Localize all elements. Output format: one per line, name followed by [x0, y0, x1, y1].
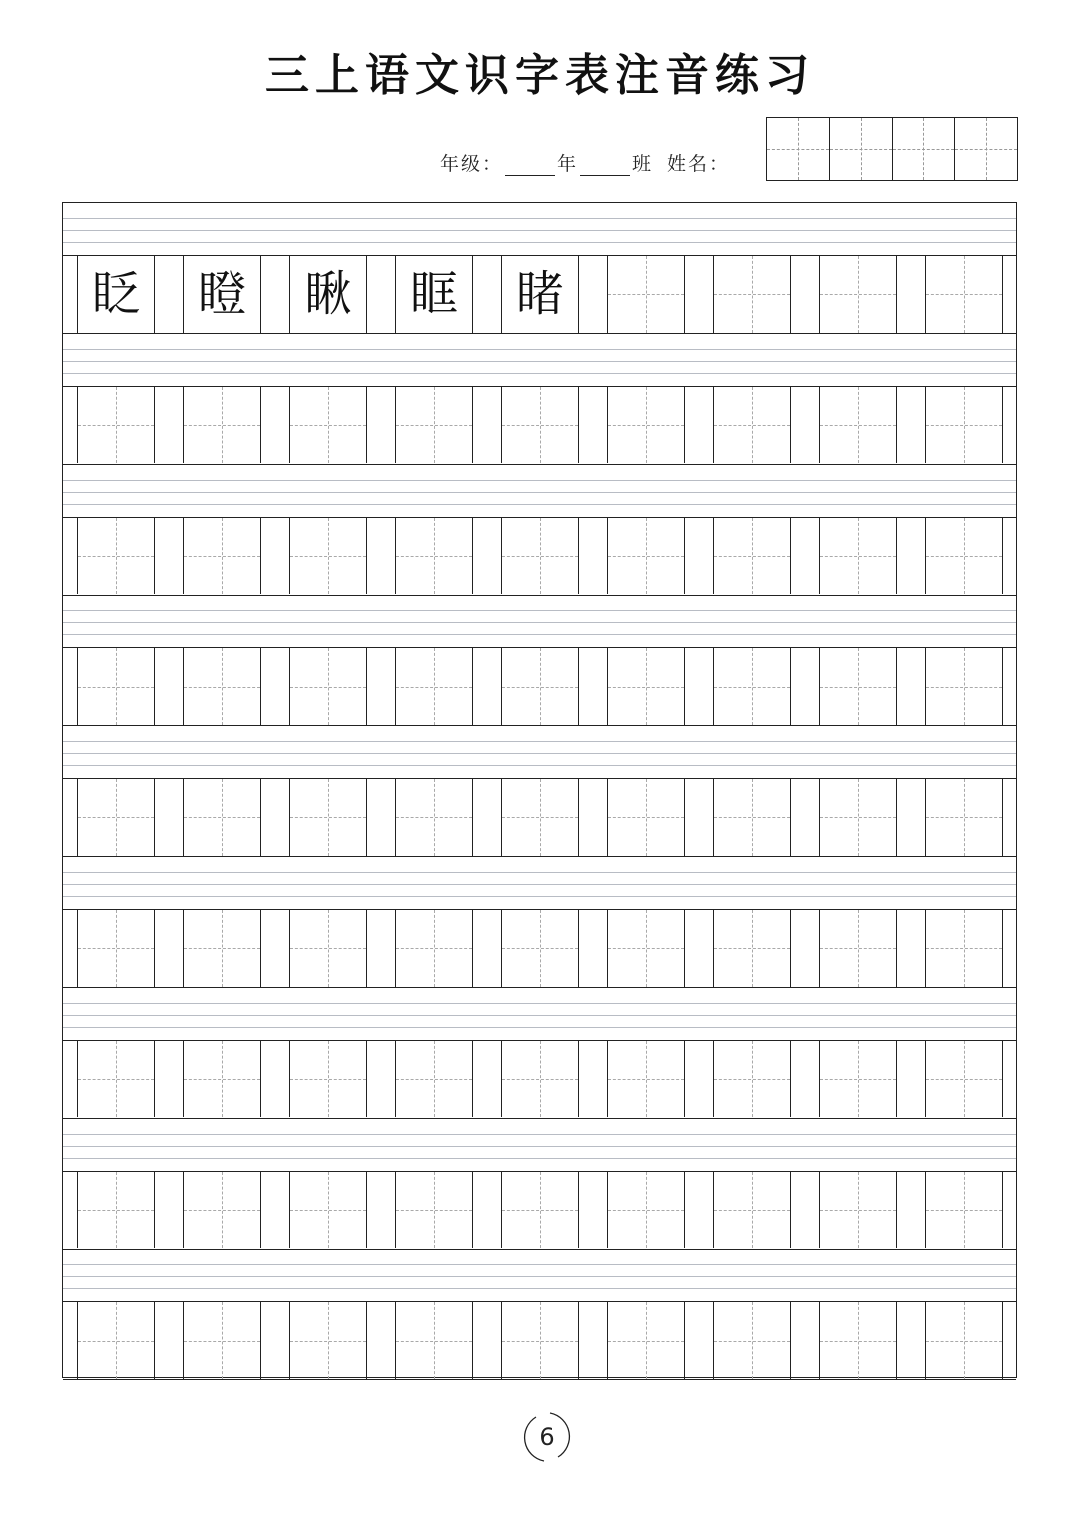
pinyin-lines[interactable] — [63, 465, 1016, 518]
tianzige-cell[interactable] — [77, 1041, 155, 1118]
horizontal-guide-line — [926, 556, 1002, 557]
tianzige-cell[interactable] — [819, 779, 897, 856]
horizontal-guide-line — [714, 1341, 790, 1342]
horizontal-guide-line — [290, 948, 366, 949]
tianzige-cell[interactable] — [289, 648, 367, 725]
horizontal-guide-line — [608, 556, 684, 557]
tianzige-cell[interactable] — [183, 387, 261, 464]
tianzige-cell[interactable] — [289, 779, 367, 856]
pinyin-guide-line — [63, 1288, 1016, 1289]
pinyin-guide-line — [63, 741, 1016, 742]
tianzige-cell[interactable] — [819, 910, 897, 987]
tianzige-cell[interactable] — [77, 256, 155, 333]
tianzige-cell[interactable] — [501, 518, 579, 595]
tianzige-cell[interactable] — [395, 518, 473, 595]
pinyin-guide-line — [63, 1027, 1016, 1028]
horizontal-guide-line — [502, 1079, 578, 1080]
tianzige-cell[interactable] — [607, 1172, 685, 1249]
tianzige-cell[interactable] — [713, 256, 791, 333]
practice-character: 眶 — [396, 256, 472, 333]
horizontal-guide-line — [290, 817, 366, 818]
horizontal-guide-line — [184, 1210, 260, 1211]
horizontal-guide-line — [78, 556, 154, 557]
horizontal-guide-line — [608, 425, 684, 426]
horizontal-guide-line — [396, 1079, 472, 1080]
horizontal-guide-line — [78, 1079, 154, 1080]
tianzige-cell[interactable] — [819, 256, 897, 333]
grade-blank[interactable] — [505, 153, 555, 176]
tianzige-cell[interactable] — [289, 1302, 367, 1379]
horizontal-guide-line — [926, 425, 1002, 426]
name-grid[interactable] — [766, 117, 1018, 181]
pinyin-guide-line — [63, 230, 1016, 231]
tianzige-cell[interactable] — [183, 910, 261, 987]
tianzige-cell[interactable] — [77, 1302, 155, 1379]
tianzige-cell[interactable] — [395, 1172, 473, 1249]
tianzige-cell[interactable] — [925, 779, 1003, 856]
name-cell[interactable] — [893, 118, 956, 180]
character-row — [63, 779, 1016, 857]
tianzige-cell[interactable] — [607, 387, 685, 464]
tianzige-cell[interactable] — [925, 1041, 1003, 1118]
horizontal-guide-line — [714, 1079, 790, 1080]
horizontal-guide-line — [820, 1079, 896, 1080]
tianzige-cell[interactable] — [77, 518, 155, 595]
pinyin-guide-line — [63, 753, 1016, 754]
tianzige-cell[interactable] — [713, 779, 791, 856]
tianzige-cell[interactable] — [501, 910, 579, 987]
tianzige-cell[interactable] — [183, 1172, 261, 1249]
horizontal-guide-line — [502, 556, 578, 557]
practice-sheet — [62, 202, 1017, 1378]
horizontal-guide-line — [396, 425, 472, 426]
horizontal-guide-line — [926, 1210, 1002, 1211]
name-cell[interactable] — [767, 118, 830, 180]
tianzige-cell[interactable] — [77, 1172, 155, 1249]
pinyin-guide-line — [63, 1015, 1016, 1016]
tianzige-cell[interactable] — [77, 779, 155, 856]
pinyin-guide-line — [63, 1276, 1016, 1277]
tianzige-cell[interactable] — [607, 910, 685, 987]
practice-character: 瞅 — [290, 256, 366, 333]
horizontal-guide-line — [714, 556, 790, 557]
pinyin-lines[interactable] — [63, 595, 1016, 648]
pinyin-guide-line — [63, 634, 1016, 635]
tianzige-cell[interactable] — [501, 648, 579, 725]
horizontal-guide-line — [78, 1210, 154, 1211]
pinyin-guide-line — [63, 480, 1016, 481]
tianzige-cell[interactable] — [501, 1302, 579, 1379]
tianzige-cell[interactable] — [713, 1041, 791, 1118]
pinyin-guide-line — [63, 1264, 1016, 1265]
tianzige-cell[interactable] — [925, 256, 1003, 333]
pinyin-lines[interactable] — [63, 857, 1016, 910]
horizontal-guide-line — [184, 1079, 260, 1080]
horizontal-guide-line — [714, 948, 790, 949]
tianzige-cell[interactable] — [395, 910, 473, 987]
tianzige-cell[interactable] — [183, 256, 261, 333]
horizontal-guide-line — [502, 425, 578, 426]
tianzige-cell[interactable] — [501, 779, 579, 856]
character-row — [63, 648, 1016, 726]
pinyin-lines[interactable] — [63, 1249, 1016, 1302]
horizontal-guide-line — [502, 687, 578, 688]
character-row — [63, 910, 1016, 988]
tianzige-cell[interactable] — [395, 1302, 473, 1379]
horizontal-guide-line — [820, 425, 896, 426]
tianzige-cell[interactable] — [713, 910, 791, 987]
pinyin-lines[interactable] — [63, 203, 1016, 256]
page-number-text: 6 — [539, 1423, 555, 1451]
tianzige-cell[interactable] — [501, 1172, 579, 1249]
horizontal-guide-line — [608, 1079, 684, 1080]
tianzige-cell[interactable] — [713, 1172, 791, 1249]
horizontal-guide-line — [396, 1341, 472, 1342]
horizontal-guide-line — [502, 1341, 578, 1342]
tianzige-cell[interactable] — [819, 387, 897, 464]
horizontal-guide-line — [502, 1210, 578, 1211]
pinyin-lines[interactable] — [63, 1119, 1016, 1172]
tianzige-cell[interactable] — [77, 648, 155, 725]
horizontal-guide-line — [78, 425, 154, 426]
horizontal-guide-line — [608, 1210, 684, 1211]
pinyin-guide-line — [63, 504, 1016, 505]
tianzige-cell[interactable] — [607, 1302, 685, 1379]
pinyin-guide-line — [63, 872, 1016, 873]
horizontal-guide-line — [502, 948, 578, 949]
student-info — [440, 146, 730, 176]
horizontal-guide-line — [184, 1341, 260, 1342]
pinyin-lines[interactable] — [63, 334, 1016, 387]
tianzige-cell[interactable] — [819, 1172, 897, 1249]
horizontal-guide-line — [926, 294, 1002, 295]
horizontal-guide-line — [290, 425, 366, 426]
tianzige-cell[interactable] — [713, 1302, 791, 1379]
horizontal-guide-line — [184, 425, 260, 426]
horizontal-guide-line — [290, 556, 366, 557]
horizontal-guide-line — [926, 1079, 1002, 1080]
practice-character: 瞪 — [184, 256, 260, 333]
tianzige-cell[interactable] — [607, 1041, 685, 1118]
pinyin-lines[interactable] — [63, 726, 1016, 779]
tianzige-cell[interactable] — [925, 648, 1003, 725]
tianzige-cell[interactable] — [607, 256, 685, 333]
horizontal-guide-line — [608, 294, 684, 295]
tianzige-cell[interactable] — [925, 518, 1003, 595]
grade-label: 年级： — [440, 153, 504, 175]
horizontal-guide-line — [714, 425, 790, 426]
character-row — [63, 256, 1016, 334]
tianzige-cell[interactable] — [607, 518, 685, 595]
character-row — [63, 1041, 1016, 1119]
horizontal-guide-line — [184, 817, 260, 818]
tianzige-cell[interactable] — [713, 518, 791, 595]
pinyin-guide-line — [63, 610, 1016, 611]
tianzige-cell[interactable] — [607, 779, 685, 856]
horizontal-guide-line — [714, 687, 790, 688]
horizontal-guide-line — [290, 1341, 366, 1342]
pinyin-lines[interactable] — [63, 988, 1016, 1041]
tianzige-cell[interactable] — [607, 648, 685, 725]
name-cell[interactable] — [955, 118, 1017, 180]
character-row — [63, 1302, 1016, 1380]
horizontal-guide-line — [820, 817, 896, 818]
horizontal-guide-line — [926, 1341, 1002, 1342]
horizontal-guide-line — [396, 556, 472, 557]
horizontal-guide-line — [608, 687, 684, 688]
horizontal-guide-line — [184, 687, 260, 688]
tianzige-cell[interactable] — [819, 1302, 897, 1379]
name-cell[interactable] — [830, 118, 893, 180]
horizontal-guide-line — [820, 1210, 896, 1211]
tianzige-cell[interactable] — [289, 256, 367, 333]
tianzige-cell[interactable] — [819, 518, 897, 595]
pinyin-guide-line — [63, 1146, 1016, 1147]
tianzige-cell[interactable] — [289, 518, 367, 595]
pinyin-guide-line — [63, 622, 1016, 623]
practice-character: 睹 — [502, 256, 578, 333]
pinyin-guide-line — [63, 1158, 1016, 1159]
tianzige-cell[interactable] — [289, 1172, 367, 1249]
horizontal-guide-line — [78, 948, 154, 949]
pinyin-guide-line — [63, 361, 1016, 362]
horizontal-guide-line — [396, 687, 472, 688]
pinyin-guide-line — [63, 373, 1016, 374]
pinyin-guide-line — [63, 218, 1016, 219]
horizontal-guide-line — [820, 294, 896, 295]
page-number — [520, 1410, 574, 1464]
tianzige-cell[interactable] — [395, 256, 473, 333]
pinyin-guide-line — [63, 1003, 1016, 1004]
horizontal-guide-line — [184, 948, 260, 949]
tianzige-cell[interactable] — [395, 648, 473, 725]
tianzige-cell[interactable] — [395, 779, 473, 856]
horizontal-guide-line — [926, 817, 1002, 818]
tianzige-cell[interactable] — [77, 910, 155, 987]
horizontal-guide-line — [290, 1210, 366, 1211]
character-row — [63, 387, 1016, 465]
horizontal-guide-line — [78, 1341, 154, 1342]
horizontal-guide-line — [820, 948, 896, 949]
horizontal-guide-line — [608, 817, 684, 818]
horizontal-guide-line — [78, 817, 154, 818]
tianzige-cell[interactable] — [77, 387, 155, 464]
tianzige-cell[interactable] — [925, 910, 1003, 987]
class-label: 班 — [632, 153, 654, 175]
tianzige-cell[interactable] — [395, 387, 473, 464]
tianzige-cell[interactable] — [925, 1172, 1003, 1249]
name-label: 姓名： — [667, 153, 731, 175]
horizontal-guide-line — [820, 556, 896, 557]
horizontal-guide-line — [396, 1210, 472, 1211]
horizontal-guide-line — [820, 687, 896, 688]
pinyin-guide-line — [63, 884, 1016, 885]
horizontal-guide-line — [714, 817, 790, 818]
horizontal-guide-line — [78, 687, 154, 688]
horizontal-guide-line — [396, 817, 472, 818]
class-blank[interactable] — [580, 153, 630, 176]
tianzige-cell[interactable] — [289, 910, 367, 987]
tianzige-cell[interactable] — [395, 1041, 473, 1118]
tianzige-cell[interactable] — [819, 1041, 897, 1118]
character-row — [63, 518, 1016, 596]
horizontal-guide-line — [608, 948, 684, 949]
tianzige-cell[interactable] — [501, 1041, 579, 1118]
tianzige-cell[interactable] — [713, 387, 791, 464]
horizontal-guide-line — [290, 687, 366, 688]
pinyin-guide-line — [63, 1134, 1016, 1135]
tianzige-cell[interactable] — [183, 1041, 261, 1118]
character-row — [63, 1172, 1016, 1250]
practice-character: 眨 — [78, 256, 154, 333]
tianzige-cell[interactable] — [183, 1302, 261, 1379]
tianzige-cell[interactable] — [183, 779, 261, 856]
pinyin-guide-line — [63, 896, 1016, 897]
pinyin-guide-line — [63, 242, 1016, 243]
tianzige-cell[interactable] — [925, 1302, 1003, 1379]
tianzige-cell[interactable] — [501, 256, 579, 333]
page-title: 三上语文识字表注音练习 — [265, 50, 815, 101]
tianzige-cell[interactable] — [289, 1041, 367, 1118]
horizontal-guide-line — [608, 1341, 684, 1342]
horizontal-guide-line — [396, 948, 472, 949]
tianzige-cell[interactable] — [819, 648, 897, 725]
year-label: 年 — [557, 153, 579, 175]
tianzige-cell[interactable] — [713, 648, 791, 725]
pinyin-guide-line — [63, 765, 1016, 766]
tianzige-cell[interactable] — [501, 387, 579, 464]
tianzige-cell[interactable] — [289, 387, 367, 464]
horizontal-guide-line — [290, 1079, 366, 1080]
tianzige-cell[interactable] — [183, 518, 261, 595]
tianzige-cell[interactable] — [925, 387, 1003, 464]
pinyin-guide-line — [63, 349, 1016, 350]
pinyin-guide-line — [63, 492, 1016, 493]
horizontal-guide-line — [926, 687, 1002, 688]
horizontal-guide-line — [714, 1210, 790, 1211]
horizontal-guide-line — [820, 1341, 896, 1342]
horizontal-guide-line — [714, 294, 790, 295]
horizontal-guide-line — [502, 817, 578, 818]
horizontal-guide-line — [926, 948, 1002, 949]
horizontal-guide-line — [184, 556, 260, 557]
tianzige-cell[interactable] — [183, 648, 261, 725]
